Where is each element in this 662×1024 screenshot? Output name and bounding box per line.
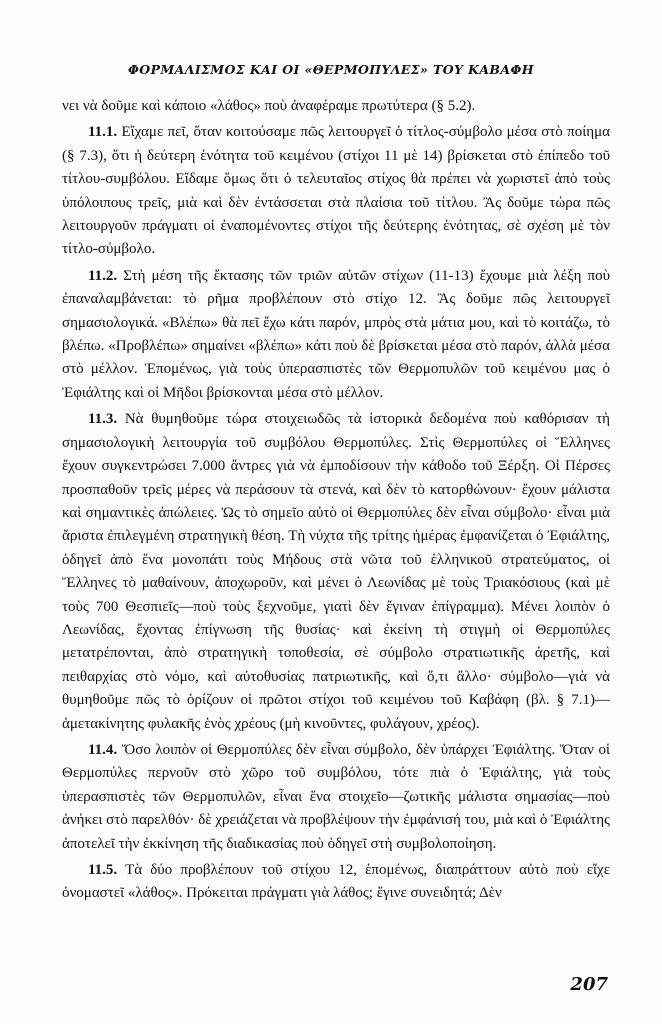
paragraph-text: Τὰ δύο προβλέπουν τοῦ στίχου 12, ἑπομένως, διαπράττουν αὐτὸ ποὺ εἴχε ὀνομαστεῖ «λάθος». Πρόκειται πράγματι γιὰ λάθος; ἔγινε συνειδητά; Δὲν: [62, 862, 610, 902]
paragraph-11-4: [62, 739, 610, 856]
section-number: 11.5.: [88, 862, 118, 878]
section-number: 11.2.: [88, 267, 118, 284]
paragraph-continuation: [62, 95, 610, 118]
paragraph-text: Νὰ θυμηθοῦμε τώρα στοιχειωδῶς τὰ ἱστορικὰ δεδομένα ποὺ καθόρισαν τὴ σημασιολογικὴ λειτουργία τοῦ συμβόλου Θερμοπύλες. Στὶς Θερμοπύλες οἱ Ἕλληνες ἔχουν συγκεντρώσει 7.000 ἄντρες γιὰ νὰ ἐμποδίσουν τὴν κάθοδο τοῦ Ξέρξη. Οἱ Πέρσες προσπαθοῦν τρεῖς μέρες νὰ περάσουν τὰ στενά, καὶ δὲν τὸ κατορθώνουν· ἔχουν μάλιστα καὶ σημαντικὲς ἀπώλειες. Ὡς τὸ σημεῖο αὐτὸ οἱ Θερμοπύλες δὲν εἶναι σύμβολο· εἶναι μιὰ ἄριστα ἐπιλεγμένη στρατηγικὴ θέση. Τὴ νύχτα τῆς τρίτης ἡμέρας ἐμφανίζεται ὁ Ἐφιάλτης, ὁδηγεῖ ἀπὸ ἕνα μονοπάτι τοὺς Μήδους στὰ νῶτα τοῦ ἑλληνικοῦ στρατεύματος, οἱ Ἕλληνες τὸ μαθαίνουν, ἀποχωροῦν, καὶ μένει ὁ Λεωνίδας μὲ τοὺς Τριακόσιους (καὶ μὲ τοὺς 700 Θεσπιεῖς—ποὺ τοὺς ξεχνοῦμε, γιατὶ δὲν ἔγιναν ἐπίγραμμα). Μένει λοιπὸν ὁ Λεωνίδας, ἔχοντας ἐπίγνωση τῆς θυσίας· καὶ ἐκείνη τὴ στιγμὴ οἱ Θερμοπύλες μετατρέπονται, ἀπὸ στρατηγικὴ τοποθεσία, σὲ σύμβολο στρατιωτικῆς ἀρετῆς, καὶ πειθαρχίας στὸ νόμο, καὶ αὐτοθυσίας πατριωτικῆς, καὶ ὅ,τι ἄλλο· σύμβολο—γιὰ νὰ θυμηθοῦμε πῶς τὸ ὁρίζουν οἱ πρῶτοι στίχοι τοῦ κειμένου τοῦ Καβάφη (βλ. § 7.1)—ἀμετακίνητης φυλακῆς ἑνὸς χρέους (μὴ κινοῦντες, φυλάγουν, χρέος).: [62, 411, 611, 732]
paragraph-11-2: [62, 265, 610, 405]
page-number: 207: [570, 974, 608, 995]
section-number: 11.4.: [88, 741, 118, 758]
paragraph-text: Στὴ μέση τῆς ἔκτασης τῶν τριῶν αὐτῶν στίχων (11-13) ἔχουμε μιὰ λέξη ποὺ ἐπαναλαμβάνεται: τὸ ρῆμα προβλέπουν στὸ στίχο 12. Ἂς δοῦμε πῶς λειτουργεῖ σημασιολογικά. «Βλέπω» θὰ πεῖ ἔχω κάτι παρόν, μπρὸς στὰ μάτια μου, καὶ τὸ κοιτάζω, τὸ βλέπω. «Προβλέπω» σημαίνει «βλέπω» κάτι ποὺ δὲ βρίσκεται μέσα στὸ παρόν, ἀλλὰ μέσα στὸ μέλλον. Ἑπομένως, γιὰ τοὺς ὑπερασπιστὲς τῶν Θερμοπυλῶν τοῦ κειμένου μας ὁ Ἐφιάλτης καὶ οἱ Μῆδοι βρίσκονται μέσα στὸ μέλλον.: [62, 267, 610, 401]
paragraph-11-3: [62, 408, 610, 736]
section-number: 11.1.: [88, 124, 118, 141]
paragraph-text: Εἴχαμε πεῖ, ὅταν κοιτούσαμε πῶς λειτουργεῖ ὁ τίτλος-σύμβολο μέσα στὸ ποίημα (§ 7.3), ὅτι ἡ δεύτερη ἑνότητα τοῦ κειμένου (στίχοι 11 μὲ 14) βρίσκεται στὸ ἐπίπεδο τοῦ τίτλου-συμβόλου. Εἴδαμε ὅμως ὅτι ὁ τελευταῖος στίχος θὰ πρέπει νὰ χωριστεῖ ἀπὸ τοὺς ὑπόλοιπους τρεῖς, μιὰ καὶ δὲν ἐντάσσεται στὰ πλαίσια τοῦ τίτλου. Ἂς δοῦμε τώρα πῶς λειτουργοῦν πράγματι οἱ ἐναπομένοντες στίχοι τῆς δεύτερης ἑνότητας, σὲ σχέση μὲ τὸν τίτλο-σύμβολο.: [62, 124, 610, 258]
section-number: 11.3.: [88, 411, 118, 428]
paragraph-11-1: [62, 121, 610, 261]
running-header: ΦΟΡΜΑΛΙΣΜΟΣ ΚΑΙ ΟΙ «ΘΕΡΜΟΠΥΛΕΣ» ΤΟΥ ΚΑΒΑΦΗ: [128, 62, 534, 77]
body-text: [62, 95, 610, 909]
paragraph-text: Ὅσο λοιπὸν οἱ Θερμοπύλες δὲν εἶναι σύμβολο, δὲν ὑπάρχει Ἐφιάλτης. Ὅταν οἱ Θερμοπύλες περνοῦν στὸ χῶρο τοῦ συμβόλου, τότε πιὰ ὁ Ἐφιάλτης, γιὰ τοὺς ὑπερασπιστὲς τῶν Θερμοπυλῶν, εἶναι ἕνα στοιχεῖο—ζωτικῆς μάλιστα σημασίας—ποὺ ἀνήκει στὸ παρελθόν· δὲ χρειάζεται νὰ προβλέψουν τὴν ἐμφάνισή του, μιὰ καὶ ὁ Ἐφιάλτης ἀποτελεῖ τὴν ἐκκίνηση τῆς διαδικασίας ποὺ ὁδηγεῖ στὴ συμβολοποίηση.: [62, 741, 610, 852]
paragraph-11-5: [62, 859, 610, 906]
paragraph-text: νει νὰ δοῦμε καὶ κάποιο «λάθος» ποὺ ἀναφέραμε πρωτύτερα (§ 5.2).: [62, 98, 476, 114]
